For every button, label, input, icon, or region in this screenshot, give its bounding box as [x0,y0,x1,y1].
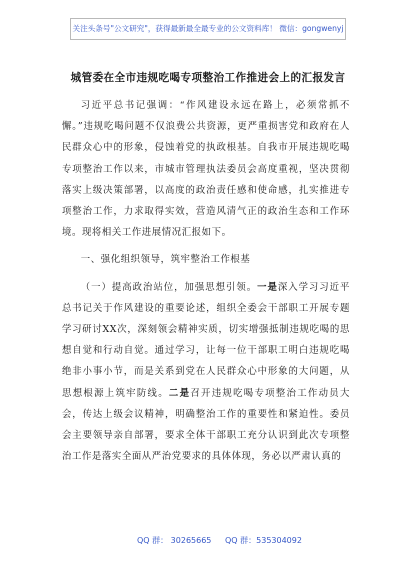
point-marker-1: 一是 [257,281,278,293]
point-marker-2: 二是 [168,387,191,399]
promo-banner: 关注头条号"公文研究"，获得最新最全最专业的公文资料库！ 微信：gongwenyj [70,18,346,40]
point-text-2: 召开违规吃喝专项整治工作动员大会，传达上级会议精神，明确整治工作的重要性和紧迫性。委员会主要领导亲自部署，要求全体干部职工充分认识到此次专项整治工作是落实全面从严治党要求的具体体现，务必以严肃认真的 [62,387,350,463]
subsection-paragraph-1 [62,277,350,468]
subsection-heading: （一）提高政治站位，加强思想引领。 [80,281,258,293]
section-heading-1: 一、强化组织领导，筑牢整治工作根基 [80,254,251,266]
document-body [62,95,350,467]
footer-qq-group-2: QQ 群：535304092 [225,536,302,545]
page-footer [0,535,408,549]
intro-paragraph: 习近平总书记强调：“作风建设永远在路上，必须常抓不懈。”违规吃喝问题不仅浪费公共资源，更严重损害党和政府在人民群众心中的形象，侵蚀着党的执政根基。自我市开展违规吃喝专项整治工作以来，市城市管理执法委员会高度重视，坚决贯彻落实上级决策部署，以高度的政治责任感和使命感，扎实推进专项整治工作，力求取得实效，营造风清气正的政治生态和工作环境。现将相关工作进展情况汇报如下。 [62,100,350,239]
document-title: 城管委在全市违规吃喝专项整治工作推进会上的汇报发言 [70,72,346,84]
point-text-1: 深入学习习近平总书记关于作风建设的重要论述，组织全委会干部职工开展专题学习研讨XX次，深刻领会精神实质，切实增强抵制违规吃喝的思想自觉和行动自觉。通过学习，让每一位干部职工明白违规吃喝绝非小事小节，而是关系到党在人民群众心中形象的大问题，从思想根源上筑牢防线。 [62,281,351,399]
footer-qq-group-1: QQ 群： 30265665 [137,536,212,545]
